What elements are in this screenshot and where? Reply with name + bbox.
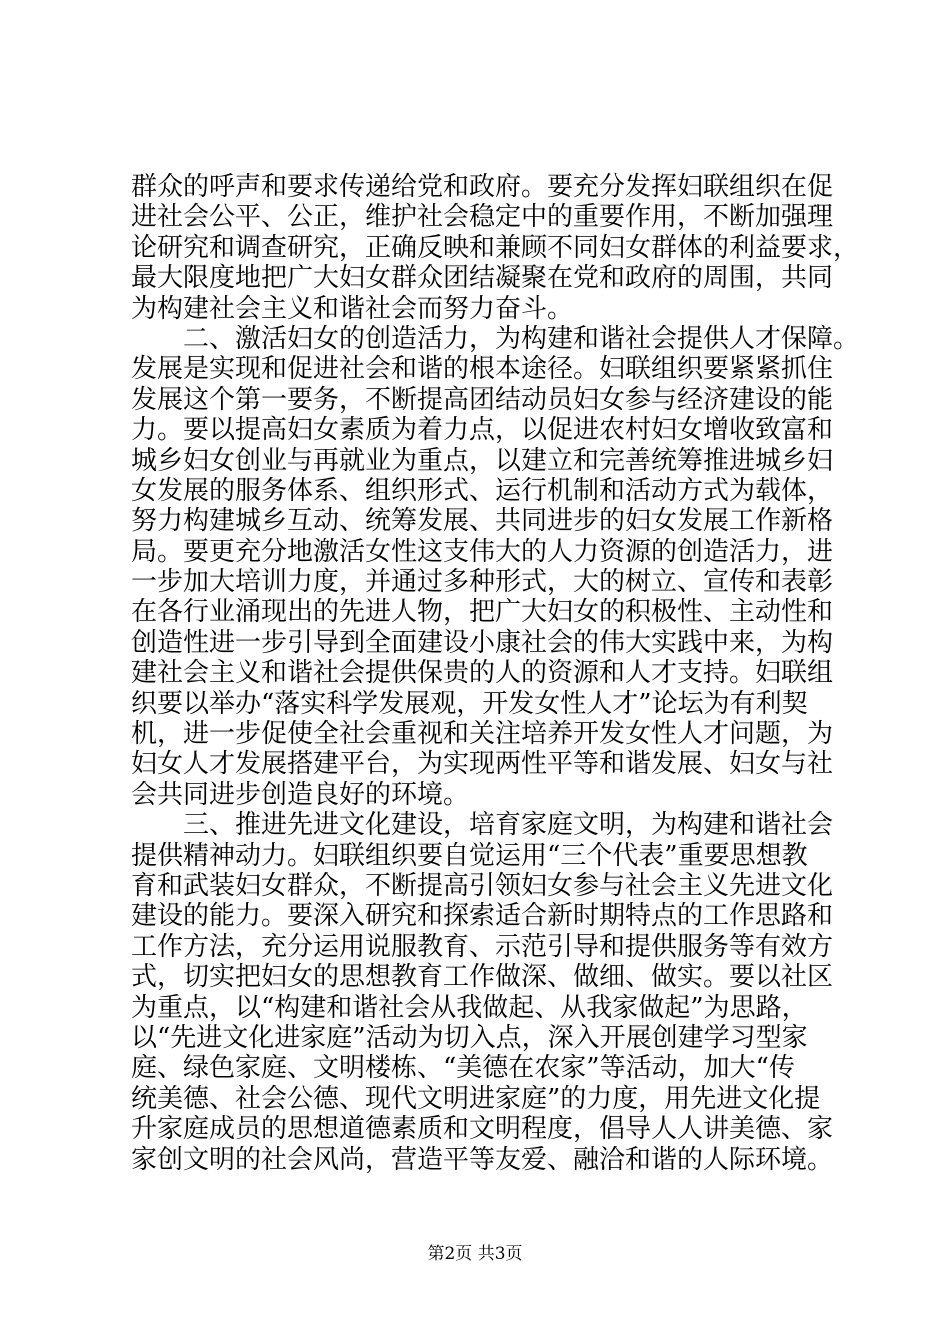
text-line: 庭、绿色家庭、文明楼栋、“美德在农家”等活动，加大“传: [131, 1053, 795, 1084]
text-line: 在各行业涌现出的先进人物，把广大妇女的积极性、主动性和: [131, 597, 834, 628]
text-line: 发展是实现和促进社会和谐的根本途径。妇联组织要紧紧抓住: [131, 354, 834, 385]
text-line: 局。要更充分地激活女性这支伟大的人力资源的创造活力，进: [131, 536, 834, 567]
text-line: 建设的能力。要深入研究和探索适合新时期特点的工作思路和: [131, 901, 834, 932]
text-line: 织要以举办“落实科学发展观，开发女性人才”论坛为有利契: [131, 688, 808, 719]
text-line: 会共同进步创造良好的环境。: [131, 779, 470, 810]
document-body: [131, 172, 860, 1175]
text-line: 创造性进一步引导到全面建设小康社会的伟大实践中来，为构: [131, 627, 834, 658]
text-line: 为重点，以“构建和谐社会从我做起、从我家做起”为思路，: [131, 992, 808, 1023]
text-line: 努力构建城乡互动、统筹发展、共同进步的妇女发展工作新格: [131, 506, 834, 537]
text-line: 最大限度地把广大妇女群众团结凝聚在党和政府的周围，共同: [131, 263, 834, 294]
text-line: 进社会公平、公正，维护社会稳定中的重要作用，不断加强理: [131, 202, 834, 233]
text-line: 论研究和调查研究，正确反映和兼顾不同妇女群体的利益要求，: [131, 232, 860, 263]
text-line: 一步加大培训力度，并通过多种形式，大的树立、宣传和表彰: [131, 567, 834, 598]
section-heading-line: 二、激活妇女的创造活力，为构建和谐社会提供人才保障。: [131, 323, 860, 354]
text-line: 妇女人才发展搭建平台，为实现两性平等和谐发展、妇女与社: [131, 749, 834, 780]
text-line: 城乡妇女创业与再就业为重点，以建立和完善统筹推进城乡妇: [131, 445, 834, 476]
text-line: 式，切实把妇女的思想教育工作做深、做细、做实。要以社区: [131, 962, 834, 993]
page-number-footer: 第2页 共3页: [427, 1244, 523, 1264]
text-line: 工作方法，充分运用说服教育、示范引导和提供服务等有效方: [131, 931, 834, 962]
text-line: 家创文明的社会风尚，营造平等友爱、融洽和谐的人际环境。: [131, 1144, 834, 1175]
text-line: 力。要以提高妇女素质为着力点，以促进农村妇女增收致富和: [131, 415, 834, 446]
text-line: 提供精神动力。妇联组织要自觉运用“三个代表”重要思想教: [131, 840, 808, 871]
text-line: 统美德、社会公德、现代文明进家庭”的力度，用先进文化提: [131, 1083, 821, 1114]
text-line: 群众的呼声和要求传递给党和政府。要充分发挥妇联组织在促: [131, 172, 834, 202]
text-line: 以“先进文化进家庭”活动为切入点，深入开展创建学习型家: [131, 1022, 808, 1053]
text-line: 发展这个第一要务，不断提高团结动员妇女参与经济建设的能: [131, 384, 834, 415]
text-line: 机，进一步促使全社会重视和关注培养开发女性人才问题，为: [131, 719, 834, 750]
text-line: 升家庭成员的思想道德素质和文明程度，倡导人人讲美德、家: [131, 1114, 834, 1145]
text-line: 建社会主义和谐社会提供保贵的人的资源和人才支持。妇联组: [131, 658, 834, 689]
text-line: 育和武装妇女群众，不断提高引领妇女参与社会主义先进文化: [131, 870, 834, 901]
text-line: 女发展的服务体系、组织形式、运行机制和活动方式为载体，: [131, 475, 834, 506]
text-line: 为构建社会主义和谐社会而努力奋斗。: [131, 293, 574, 324]
section-heading-line: 三、推进先进文化建设，培育家庭文明，为构建和谐社会: [131, 810, 834, 841]
